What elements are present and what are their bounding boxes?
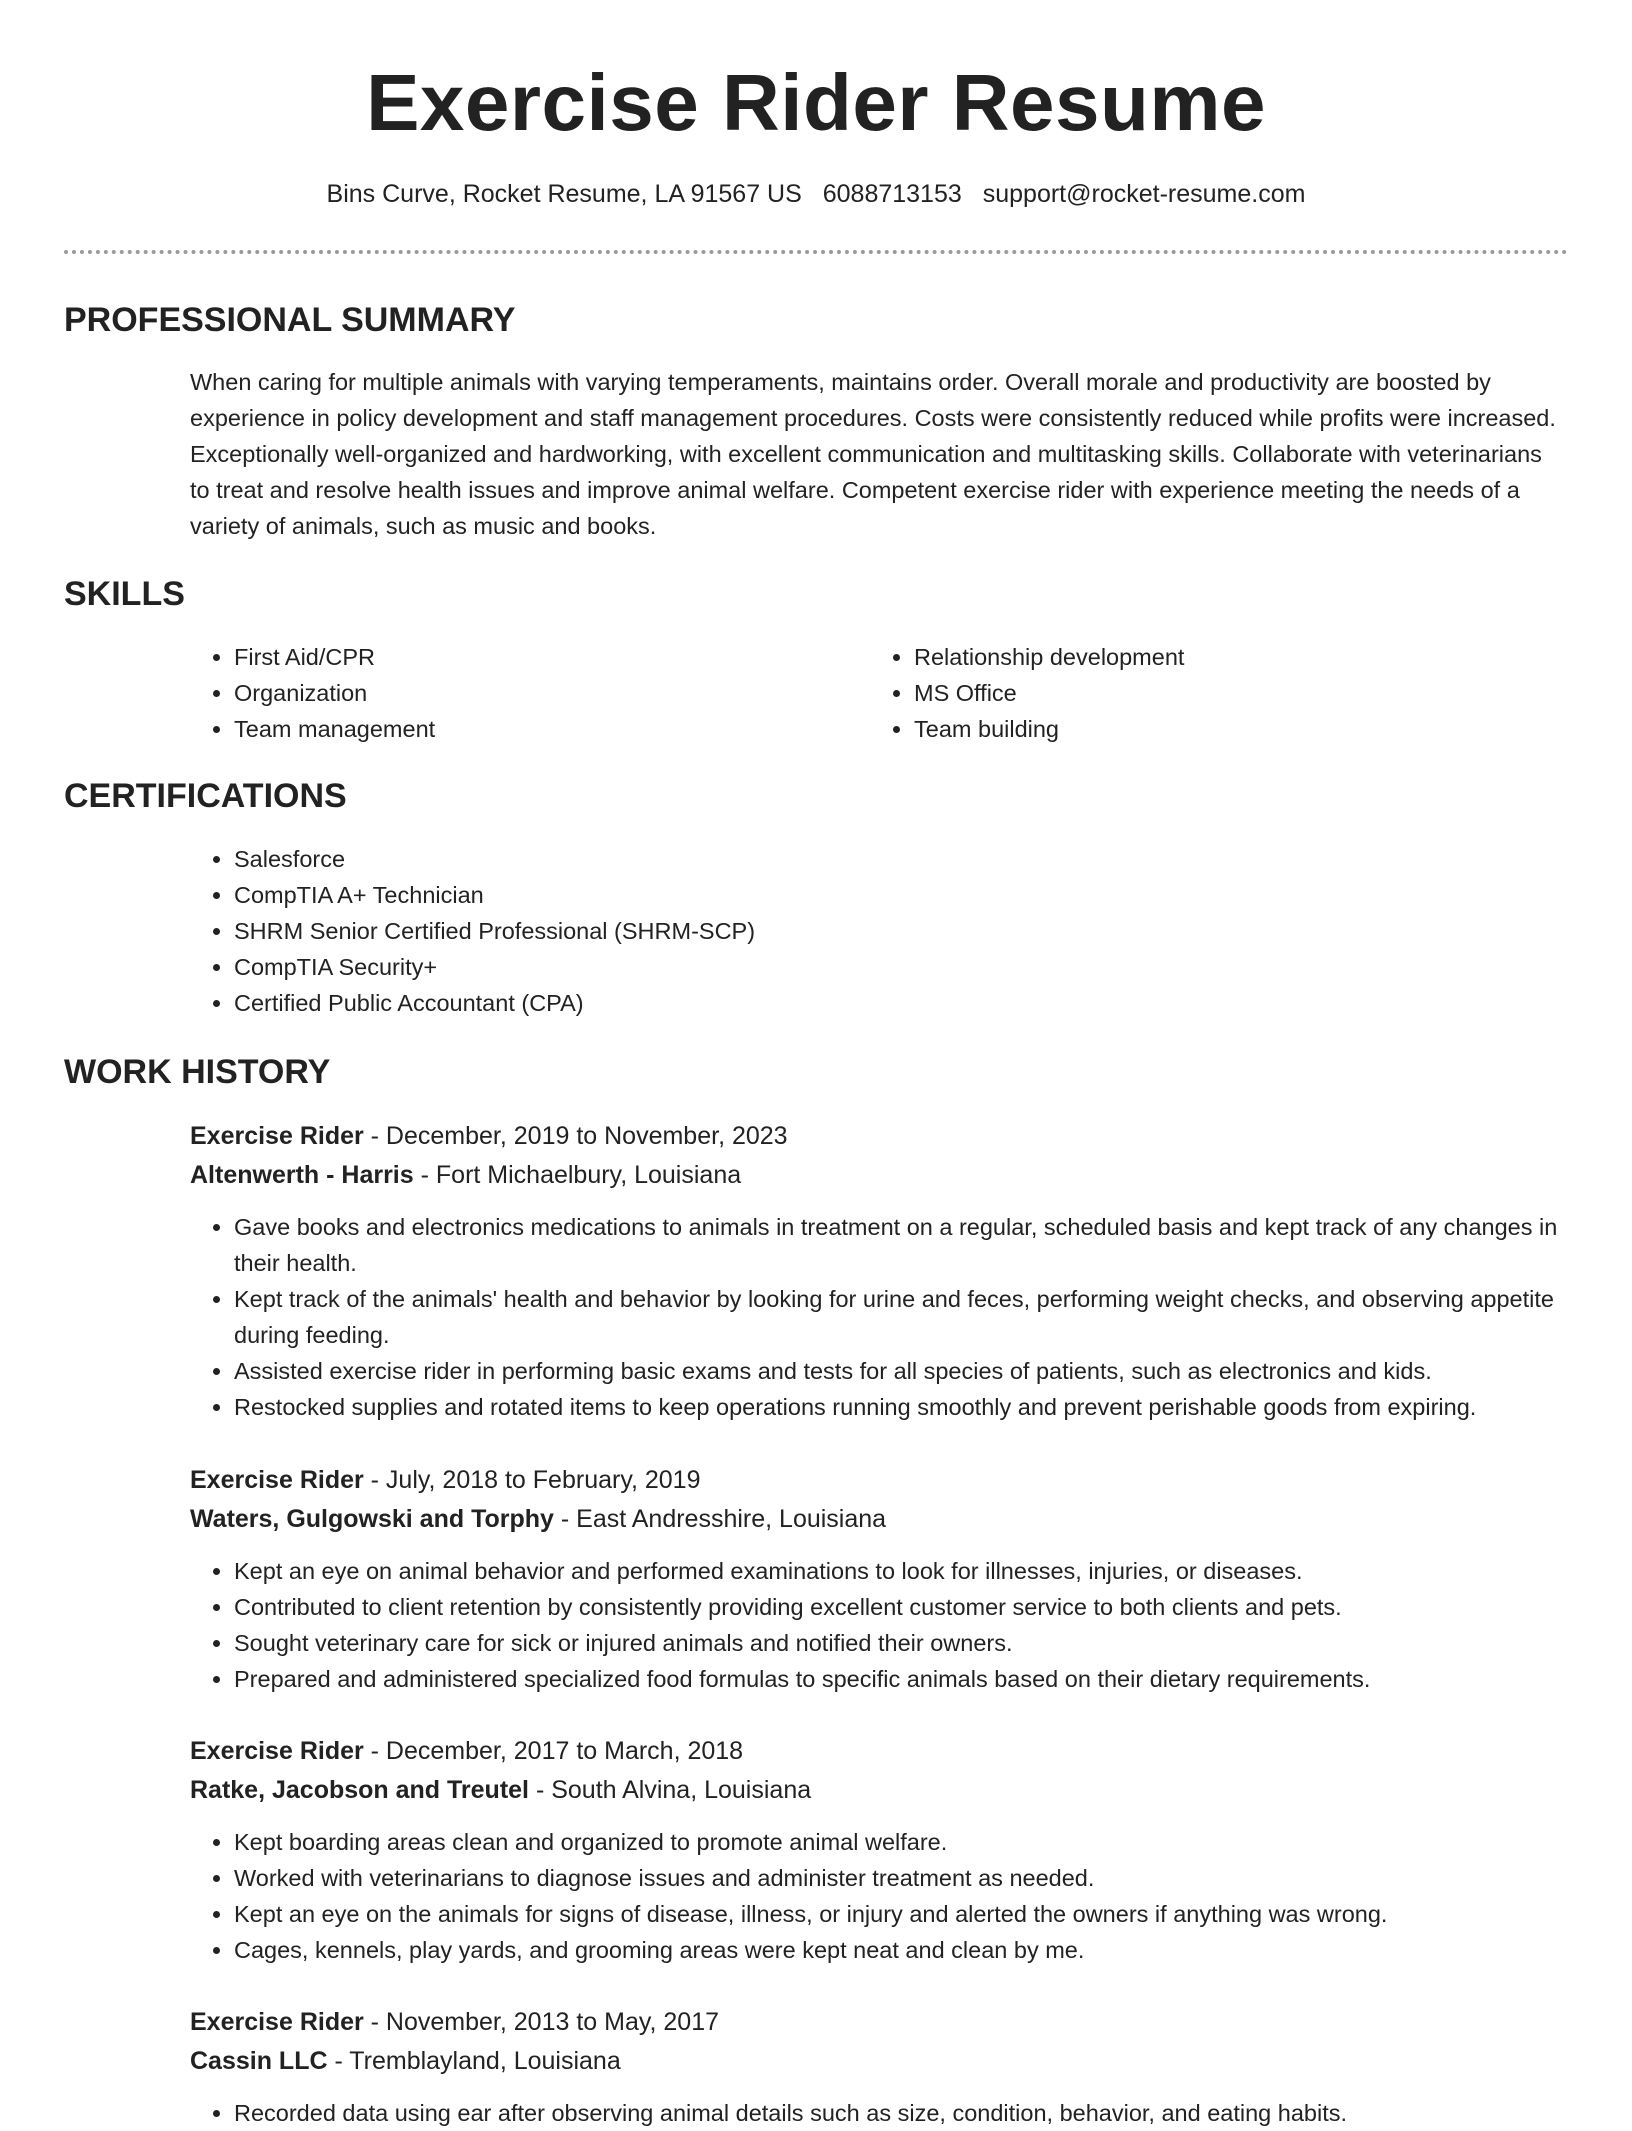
resume-title: Exercise Rider Resume	[366, 58, 1266, 147]
job-dates: - November, 2013 to May, 2017	[363, 2008, 720, 2036]
certification-item: • CompTIA Security+	[234, 949, 1568, 985]
skills-heading: SKILLS	[64, 575, 185, 613]
job-bullet: • Sought veterinary care for sick or injured animals and notified their owners.	[234, 1625, 1568, 1661]
certifications-list	[190, 841, 1568, 1021]
job-title-line	[190, 1461, 1568, 1500]
contact-email: support@rocket-resume.com	[982, 180, 1306, 208]
job-title-line	[190, 1732, 1568, 1771]
skill-item: • Relationship development	[914, 639, 1510, 675]
contact-phone: 6088713153	[822, 180, 962, 208]
job-location: - Tremblayland, Louisiana	[327, 2047, 621, 2075]
skill-item: • Team building	[914, 711, 1510, 747]
job-bullet: • Gave books and electronics medications to animals in treatment on a regular, scheduled basis and kept track of any changes in their health.	[234, 1209, 1568, 1281]
job-bullet: • Kept an eye on animal behavior and performed examinations to look for illnesses, injuries, or diseases.	[234, 1553, 1568, 1589]
resume-page	[64, 0, 1568, 2126]
certification-item: • Certified Public Accountant (CPA)	[234, 985, 1568, 1021]
job-company: Altenwerth - Harris	[190, 1161, 414, 1189]
job-title-line	[190, 1117, 1568, 1156]
job-bullet: • Kept track of the animals' health and behavior by looking for urine and feces, performing weight checks, and observing appetite during feeding.	[234, 1281, 1568, 1353]
skill-item: • Team management	[234, 711, 830, 747]
job-bullet: • Kept boarding areas clean and organized to promote animal welfare.	[234, 1824, 1568, 1860]
job-company: Cassin LLC	[190, 2047, 328, 2075]
summary-heading: PROFESSIONAL SUMMARY	[64, 301, 516, 339]
job-role: Exercise Rider	[190, 2008, 364, 2036]
job-location: - East Andresshire, Louisiana	[553, 1505, 887, 1533]
job-dates: - July, 2018 to February, 2019	[363, 1466, 701, 1494]
job-location: - Fort Michaelbury, Louisiana	[413, 1161, 742, 1189]
certifications-heading: CERTIFICATIONS	[64, 777, 347, 815]
job-role: Exercise Rider	[190, 1122, 364, 1150]
job-title-line	[190, 2003, 1568, 2042]
job-company-line	[190, 1771, 1568, 1810]
job-bullet: • Assisted exercise rider in performing basic exams and tests for all species of patients, such as electronics and kids.	[234, 1353, 1568, 1389]
skill-item: • First Aid/CPR	[234, 639, 830, 675]
skills-list-right	[870, 639, 1510, 747]
job-bullet: • Kept an eye on the animals for signs of disease, illness, or injury and alerted the owners if anything was wrong.	[234, 1896, 1568, 1932]
contact-line	[64, 176, 1568, 212]
contact-address: Bins Curve, Rocket Resume, LA 91567 US	[326, 180, 802, 208]
job-entry	[190, 1732, 1568, 1968]
job-company: Ratke, Jacobson and Treutel	[190, 1776, 529, 1804]
certification-item: • Salesforce	[234, 841, 1568, 877]
skill-item: • Organization	[234, 675, 830, 711]
job-company-line	[190, 1156, 1568, 1195]
job-location: - South Alvina, Louisiana	[529, 1776, 812, 1804]
job-bullet: • Worked with veterinarians to diagnose issues and administer treatment as needed.	[234, 1860, 1568, 1896]
summary-text: When caring for multiple animals with varying temperaments, maintains order. Overall morale and productivity are boosted by experience in policy development and staff management procedures. Costs were consistently reduced while profits were increased. Exceptionally well-organized and hardworking, with excellent communication and multitasking skills. Collaborate with veterinarians to treat and resolve health issues and improve animal welfare. Competent exercise rider with experience meeting the needs of a variety of animals, such as music and books.	[190, 369, 1556, 539]
job-bullet: • Cages, kennels, play yards, and grooming areas were kept neat and clean by me.	[234, 1932, 1568, 1968]
job-company: Waters, Gulgowski and Torphy	[190, 1505, 554, 1533]
job-entry	[190, 1461, 1568, 1697]
job-company-line	[190, 1500, 1568, 1539]
job-bullet: • Restocked supplies and rotated items to keep operations running smoothly and prevent perishable goods from expiring.	[234, 1389, 1568, 1425]
header-divider	[64, 250, 1568, 254]
job-company-line	[190, 2042, 1568, 2081]
certification-item: • CompTIA A+ Technician	[234, 877, 1568, 913]
certification-item: • SHRM Senior Certified Professional (SHRM-SCP)	[234, 913, 1568, 949]
job-entry	[190, 1117, 1568, 1425]
job-dates: - December, 2019 to November, 2023	[363, 1122, 788, 1150]
job-bullet: • Recorded data using ear after observing animal details such as size, condition, behavior, and eating habits.	[234, 2095, 1568, 2131]
job-role: Exercise Rider	[190, 1466, 364, 1494]
job-bullet: • Prepared and administered specialized food formulas to specific animals based on their dietary requirements.	[234, 1661, 1568, 1697]
job-dates: - December, 2017 to March, 2018	[363, 1737, 744, 1765]
job-role: Exercise Rider	[190, 1737, 364, 1765]
skill-item: • MS Office	[914, 675, 1510, 711]
work-history-heading: WORK HISTORY	[64, 1053, 331, 1091]
job-bullet: • Contributed to client retention by consistently providing excellent customer service to both clients and pets.	[234, 1589, 1568, 1625]
skills-list-left	[190, 639, 830, 747]
